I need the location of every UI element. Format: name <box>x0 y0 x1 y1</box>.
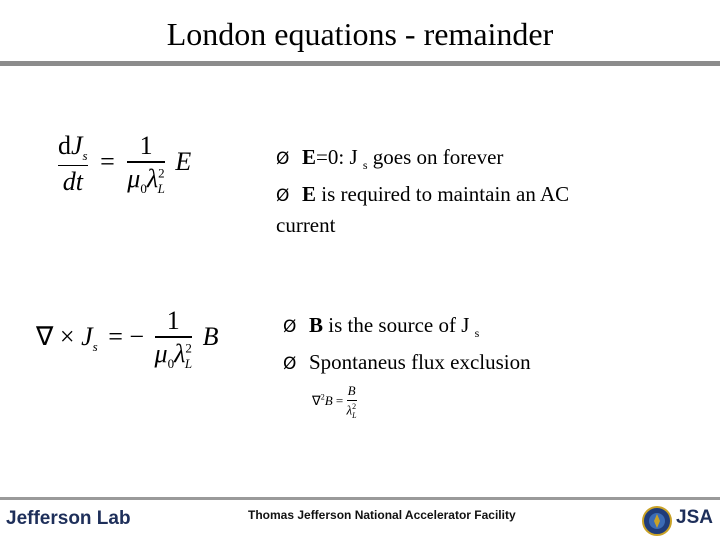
footer-rule <box>0 497 720 500</box>
eq2-nabla: ∇ <box>36 321 54 351</box>
bullet-sub: s <box>474 326 480 341</box>
bullet-text: is the source of J <box>323 313 475 337</box>
equation-dJs-dt <box>58 132 191 196</box>
bullet-item <box>276 143 569 180</box>
bullets-top <box>276 143 569 240</box>
eq1-mu-sub: 0 <box>140 180 147 196</box>
jsa-logo <box>676 507 713 529</box>
eq1-lambda: λ <box>146 163 159 193</box>
eq1-equals: = <box>100 146 115 176</box>
eq2-equals: = − <box>108 321 145 351</box>
eq3-num: B <box>347 383 356 398</box>
eq1-lambda-sub: L <box>157 180 165 196</box>
bullet-bold: E <box>302 145 317 169</box>
bullet-text-tail: goes on forever <box>367 145 504 169</box>
equation-curl-Js <box>36 307 218 371</box>
jsa-logo-text: JSA <box>676 507 713 528</box>
bullet-arrow-icon: Ø <box>276 186 290 207</box>
eq2-mu: μ <box>154 338 168 368</box>
bullet-item <box>276 180 569 211</box>
bullet-arrow-icon: Ø <box>283 354 297 375</box>
slide-title: London equations - remainder <box>166 16 554 52</box>
bullets-bottom <box>283 311 531 379</box>
eq1-dt: dt <box>62 167 83 197</box>
eq1-d: d <box>58 131 71 160</box>
jefferson-lab-logo-text: Jefferson Lab <box>6 508 131 529</box>
eq3-sup: 2 <box>320 392 325 402</box>
eq3-den-sup: 2 <box>352 401 357 411</box>
eq1-lambda-sup: 2 <box>158 165 165 181</box>
eq1-J-sub: s <box>82 148 88 164</box>
bullet-arrow-icon: Ø <box>276 149 290 169</box>
bullet-item <box>283 311 531 348</box>
eq2-mu-sub: 0 <box>167 355 175 371</box>
eq2-J: J <box>81 321 93 351</box>
eq1-rhs-fraction <box>127 132 165 196</box>
eq3-lambda: λ <box>346 401 353 417</box>
eq3-fraction <box>347 384 357 420</box>
title-rule <box>0 61 720 66</box>
bullet-bold: B <box>309 313 324 337</box>
eq1-J: J <box>71 131 83 160</box>
eq2-lambda-sub: L <box>184 355 193 371</box>
eq1-E: E <box>175 146 192 176</box>
bullet-item <box>283 348 531 379</box>
doe-seal-icon <box>642 506 672 541</box>
eq2-rhs-fraction <box>155 307 193 371</box>
bullet-bold: E <box>302 182 317 207</box>
bullet-text: =0: J <box>316 145 363 169</box>
facility-name: Thomas Jefferson National Accelerator Facility <box>248 508 516 522</box>
bullet-continuation: current <box>276 213 336 238</box>
bullet-text: Spontaneus flux exclusion <box>309 350 531 375</box>
eq2-lambda: λ <box>174 338 186 368</box>
bullet-arrow-icon: Ø <box>283 317 297 337</box>
eq3-B: B <box>324 392 333 408</box>
bullet-text: is required to maintain an AC <box>316 182 570 207</box>
eq3-equals: = <box>335 392 344 408</box>
eq2-rhs-num: 1 <box>166 306 180 335</box>
equation-laplacian-B <box>312 384 357 420</box>
jefferson-lab-logo <box>6 508 131 530</box>
eq2-J-sub: s <box>92 338 98 354</box>
eq3-den-sub: L <box>352 410 357 420</box>
eq1-rhs-num: 1 <box>139 131 153 160</box>
eq3-nabla: ∇ <box>312 392 321 408</box>
eq1-lhs-fraction <box>58 132 88 196</box>
eq2-times: × <box>59 321 75 351</box>
bullet-sub: s <box>362 158 368 173</box>
eq1-mu: μ <box>127 163 141 193</box>
eq2-lambda-sup: 2 <box>185 340 192 356</box>
eq2-B: B <box>202 321 219 351</box>
